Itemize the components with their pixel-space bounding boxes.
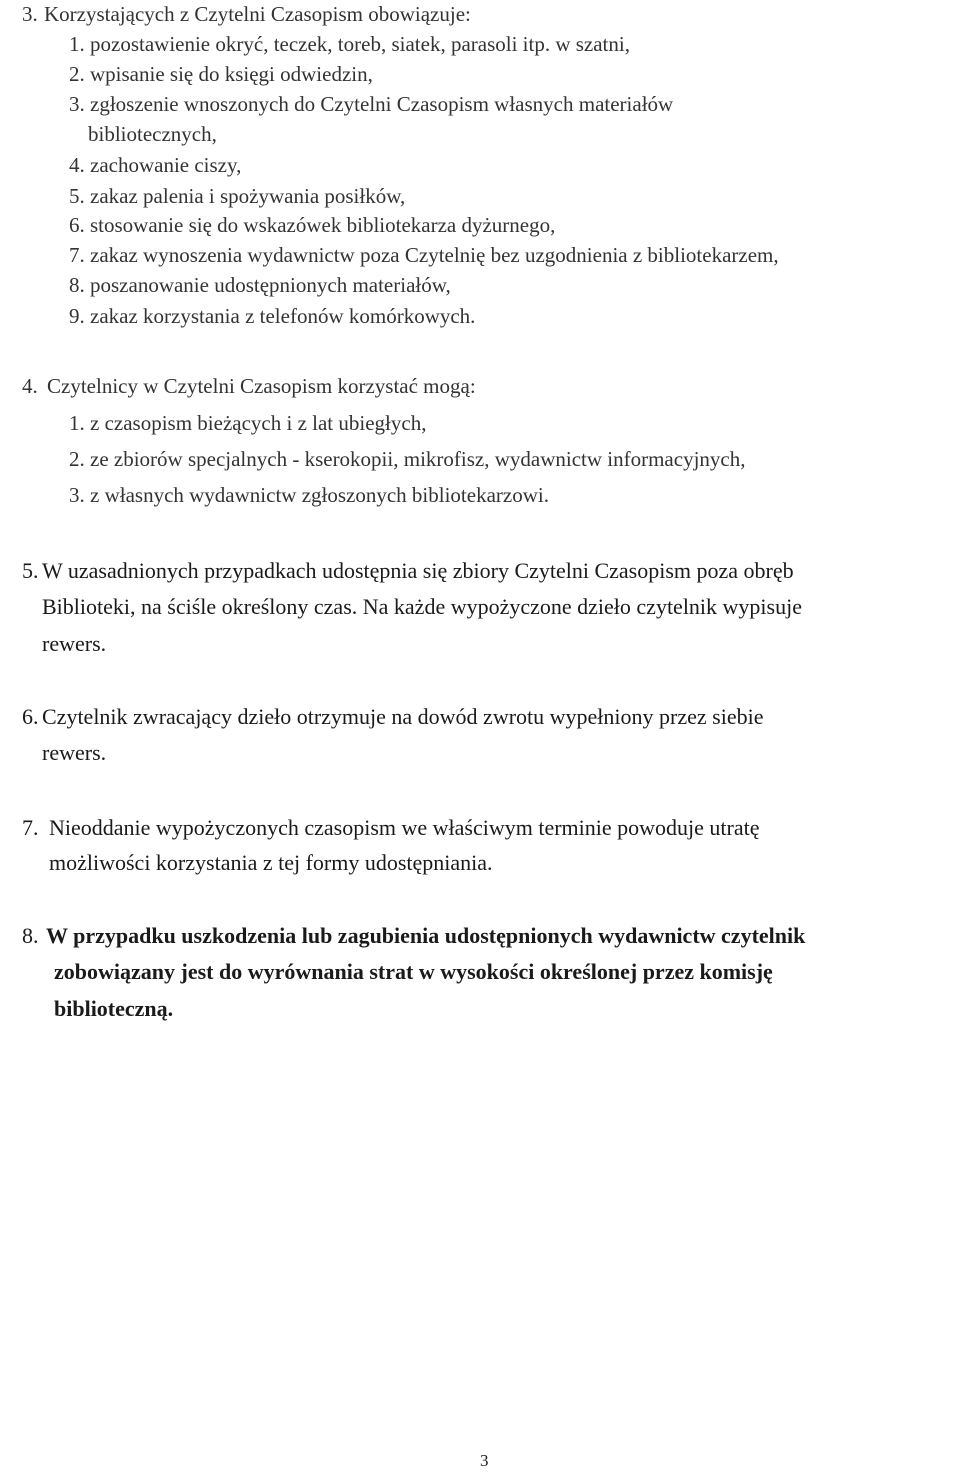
- section-8-line: W przypadku uszkodzenia lub zagubienia udostępnionych wydawnictw czytelnik: [46, 923, 806, 948]
- section-8-number: 8.: [22, 923, 39, 948]
- section-5-line: W uzasadnionych przypadkach udostępnia się zbiory Czytelni Czasopism poza obręb: [42, 558, 794, 583]
- list-item: 6. stosowanie się do wskazówek bibliotekarza dyżurnego,: [69, 213, 556, 237]
- section-8-line: zobowiązany jest do wyrównania strat w wysokości określonej przez komisję: [54, 959, 773, 984]
- list-item: 2. wpisanie się do księgi odwiedzin,: [69, 62, 373, 86]
- list-item: 5. zakaz palenia i spożywania posiłków,: [69, 184, 406, 208]
- section-3-title: Korzystających z Czytelni Czasopism obowiązuje:: [44, 2, 471, 26]
- section-5-number: 5.: [22, 558, 39, 583]
- page-number: 3: [480, 1451, 489, 1470]
- section-7-line: Nieoddanie wypożyczonych czasopism we właściwym terminie powoduje utratę: [49, 815, 760, 840]
- section-7-number: 7.: [22, 815, 39, 840]
- section-7-line: możliwości korzystania z tej formy udostępniania.: [49, 850, 493, 875]
- list-item: 2. ze zbiorów specjalnych - kserokopii, mikrofisz, wydawnictw informacyjnych,: [69, 447, 746, 471]
- list-item: 1. pozostawienie okryć, teczek, toreb, siatek, parasoli itp. w szatni,: [69, 32, 630, 56]
- list-item: 9. zakaz korzystania z telefonów komórkowych.: [69, 304, 476, 328]
- section-4-title: Czytelnicy w Czytelni Czasopism korzystać mogą:: [47, 374, 476, 398]
- list-item: 3. z własnych wydawnictw zgłoszonych bibliotekarzowi.: [69, 483, 549, 507]
- section-6-number: 6.: [22, 704, 39, 729]
- section-5-line: Biblioteki, na ściśle określony czas. Na każde wypożyczone dzieło czytelnik wypisuje: [42, 594, 802, 619]
- section-8-line: biblioteczną.: [54, 996, 174, 1021]
- list-item: 3. zgłoszenie wnoszonych do Czytelni Czasopism własnych materiałów: [69, 92, 674, 116]
- list-item: 8. poszanowanie udostępnionych materiałów,: [69, 273, 451, 297]
- list-item: 4. zachowanie ciszy,: [69, 153, 242, 177]
- section-6-line: rewers.: [42, 740, 107, 765]
- section-4-number: 4.: [22, 374, 38, 398]
- list-item: 1. z czasopism bieżących i z lat ubiegłych,: [69, 411, 427, 435]
- section-5-line: rewers.: [42, 631, 107, 656]
- list-item: 7. zakaz wynoszenia wydawnictw poza Czytelnię bez uzgodnienia z bibliotekarzem,: [69, 243, 779, 267]
- list-item-continuation: bibliotecznych,: [88, 122, 217, 146]
- section-3-number: 3.: [22, 2, 38, 26]
- section-6-line: Czytelnik zwracający dzieło otrzymuje na dowód zwrotu wypełniony przez siebie: [42, 704, 764, 729]
